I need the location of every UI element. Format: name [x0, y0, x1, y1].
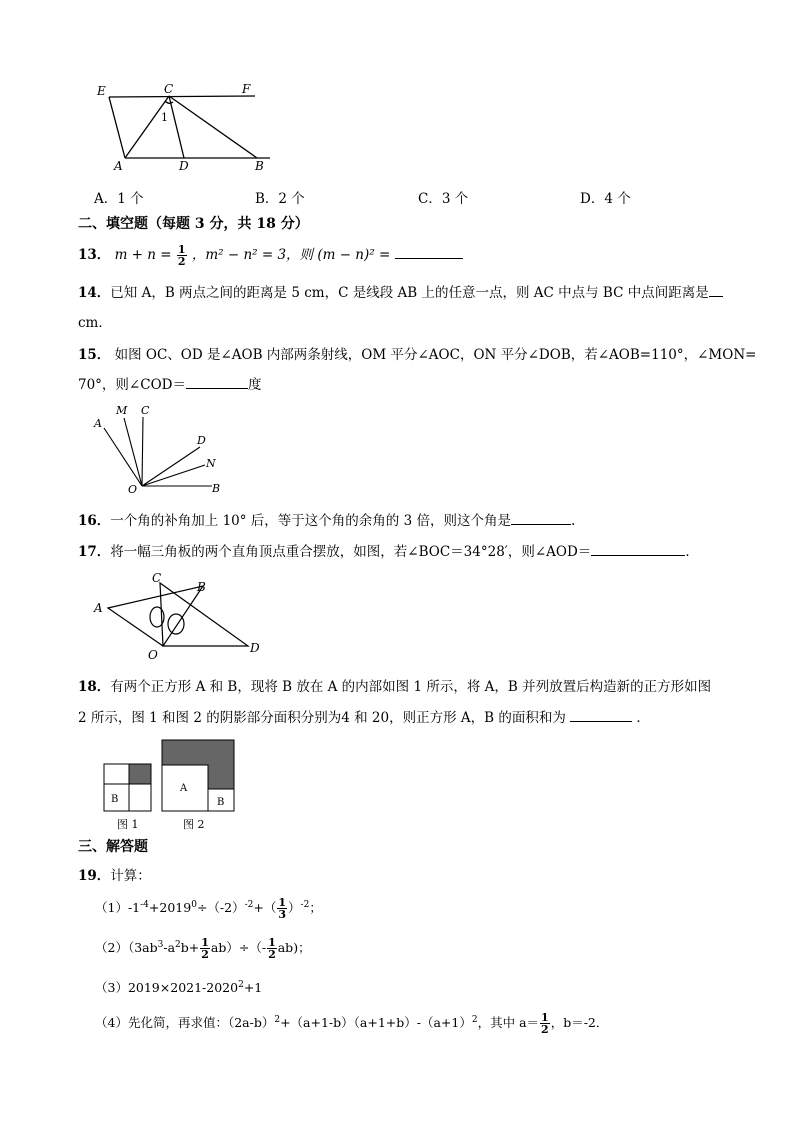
- q18-figures: [100, 738, 240, 834]
- fig18-caption-1: 图 1: [117, 818, 139, 831]
- q12-figure: [95, 80, 275, 175]
- q19-part4: （4）先化简，再求值：$(2a-b)^2+(a+1-b)(a+1+b)-(a+1)^2$，其中 a＝ $\frac{1}{2}$ ，b＝-2．: [95, 1011, 609, 1036]
- q14-number: 14．: [78, 285, 111, 301]
- q13-answer-blank[interactable]: [395, 246, 463, 259]
- q18-text: 有两个正方形 A 和 B，现将 B 放在 A 的内部如图 1 所示，将 A，B 并列放置后构造新的正方形如图: [110, 679, 712, 695]
- q16-number: 16．: [78, 513, 111, 529]
- q17-label-O: O: [148, 648, 158, 662]
- q12-label-A: A: [114, 159, 123, 173]
- q19-part2-fraction-b: $\frac{1}{2}$: [268, 936, 276, 961]
- question-18: [78, 675, 711, 695]
- fig18-label-b2: B: [217, 797, 225, 808]
- q14-text: 已知 A，B 两点之间的距离是 5 cm，C 是线段 AB 上的任意一点，则 AC 中点与 BC 中点间距离是: [110, 285, 709, 301]
- q12-label-angle1: 1: [161, 111, 168, 124]
- q15-label-B: B: [212, 482, 221, 495]
- q15-line2: 70°，则∠COD＝ 度: [78, 377, 262, 393]
- question-17: 17．将一幅三角板的两个直角顶点重合摆放，如图，若∠BOC＝34°28′，则∠AOD＝ ．: [78, 544, 699, 560]
- q19-part3: $(3)2019\times 2021-2020^2+1$: [95, 979, 263, 995]
- q15-label-O: O: [128, 483, 138, 496]
- q19-part1: $(1)-1^{-4}+2019^0\div(-2)^{-2}+$（ $\frac{1}{3}$ ）$^{-2}$；: [95, 896, 322, 921]
- section-2-heading: 二、填空题（每题 3 分，共 18 分）: [78, 216, 309, 232]
- q19-part2-fraction-a: $\frac{1}{2}$: [201, 936, 209, 961]
- q19-part1-fraction: $\frac{1}{3}$: [278, 896, 287, 921]
- fig18-label-b1: B: [111, 794, 119, 805]
- q12-label-E: E: [97, 84, 106, 98]
- question-19: [78, 864, 151, 884]
- q12-option-d: D．4 个: [580, 191, 631, 207]
- q15-label-D: D: [197, 434, 206, 447]
- q13-mid: ，m² − n² = 3，则: [191, 247, 314, 263]
- q17-answer-blank[interactable]: [591, 543, 685, 556]
- fig18-label-a2: A: [180, 783, 188, 794]
- q12-option-b: B．2 个: [255, 191, 305, 207]
- question-13: [78, 243, 463, 267]
- q13-number: 13．: [78, 247, 111, 263]
- q12-label-B: B: [255, 159, 264, 173]
- q17-text: 将一幅三角板的两个直角顶点重合摆放，如图，若∠BOC＝34°28′，则∠AOD＝: [110, 544, 592, 560]
- q15-label-A: A: [94, 417, 102, 430]
- fig18-caption-2: 图 2: [183, 818, 205, 831]
- q14-answer-blank[interactable]: [709, 284, 723, 297]
- question-14: [78, 281, 723, 301]
- q14-line2: cm．: [78, 315, 112, 331]
- q19-title: 计算：: [110, 868, 151, 884]
- question-16: 16．一个角的补角加上 10° 后，等于这个角的余角的 3 倍，则这个角是 .: [78, 513, 576, 529]
- q13-expr: (m − n)² =: [317, 247, 391, 263]
- q19-part4-fraction: $\frac{1}{2}$: [541, 1011, 549, 1036]
- q17-label-D: D: [250, 641, 260, 655]
- q16-answer-blank[interactable]: [511, 512, 571, 525]
- q15-answer-blank[interactable]: [186, 376, 248, 389]
- q17-label-B: B: [197, 580, 206, 594]
- q18-answer-blank[interactable]: [570, 709, 632, 722]
- q17-label-A: A: [94, 601, 103, 615]
- q19-part2: $(2)(3ab^3-a^2b+$ $\frac{1}{2}$ ab）÷（- $\frac{1}{2}$ ab)；: [95, 936, 311, 961]
- q12-option-c: C．3 个: [418, 191, 469, 207]
- q16-text: 一个角的补角加上 10° 后，等于这个角的余角的 3 倍，则这个角是: [110, 513, 511, 529]
- q12-label-C: C: [164, 82, 174, 96]
- q15-text: 如图 OC、OD 是∠AOB 内部两条射线，OM 平分∠AOC，ON 平分∠DOB，若∠AOB=110°，∠MON=: [114, 347, 757, 363]
- q15-number: 15．: [78, 347, 111, 363]
- q17-number: 17．: [78, 544, 111, 560]
- q18-line2: 2 所示，图 1 和图 2 的阴影部分面积分别为4 和 20，则正方形 A，B 的面积和为 ．: [78, 710, 650, 726]
- q13-fraction: $\frac{1}{2}$: [177, 243, 186, 268]
- question-15: [78, 343, 756, 363]
- q15-label-C: C: [141, 404, 150, 417]
- q12-option-a: A．1 个: [94, 191, 144, 207]
- q17-figure: [90, 568, 270, 664]
- q15-label-M: M: [116, 404, 128, 417]
- section-3-heading: 三、解答题: [78, 839, 148, 855]
- q12-label-F: F: [242, 82, 251, 96]
- q19-number: 19．: [78, 868, 111, 884]
- q17-label-C: C: [152, 571, 162, 585]
- q12-label-D: D: [179, 159, 189, 173]
- q13-lhs: m + n =: [114, 247, 172, 263]
- q15-label-N: N: [206, 457, 216, 470]
- q15-figure: [90, 400, 235, 498]
- q18-number: 18．: [78, 679, 111, 695]
